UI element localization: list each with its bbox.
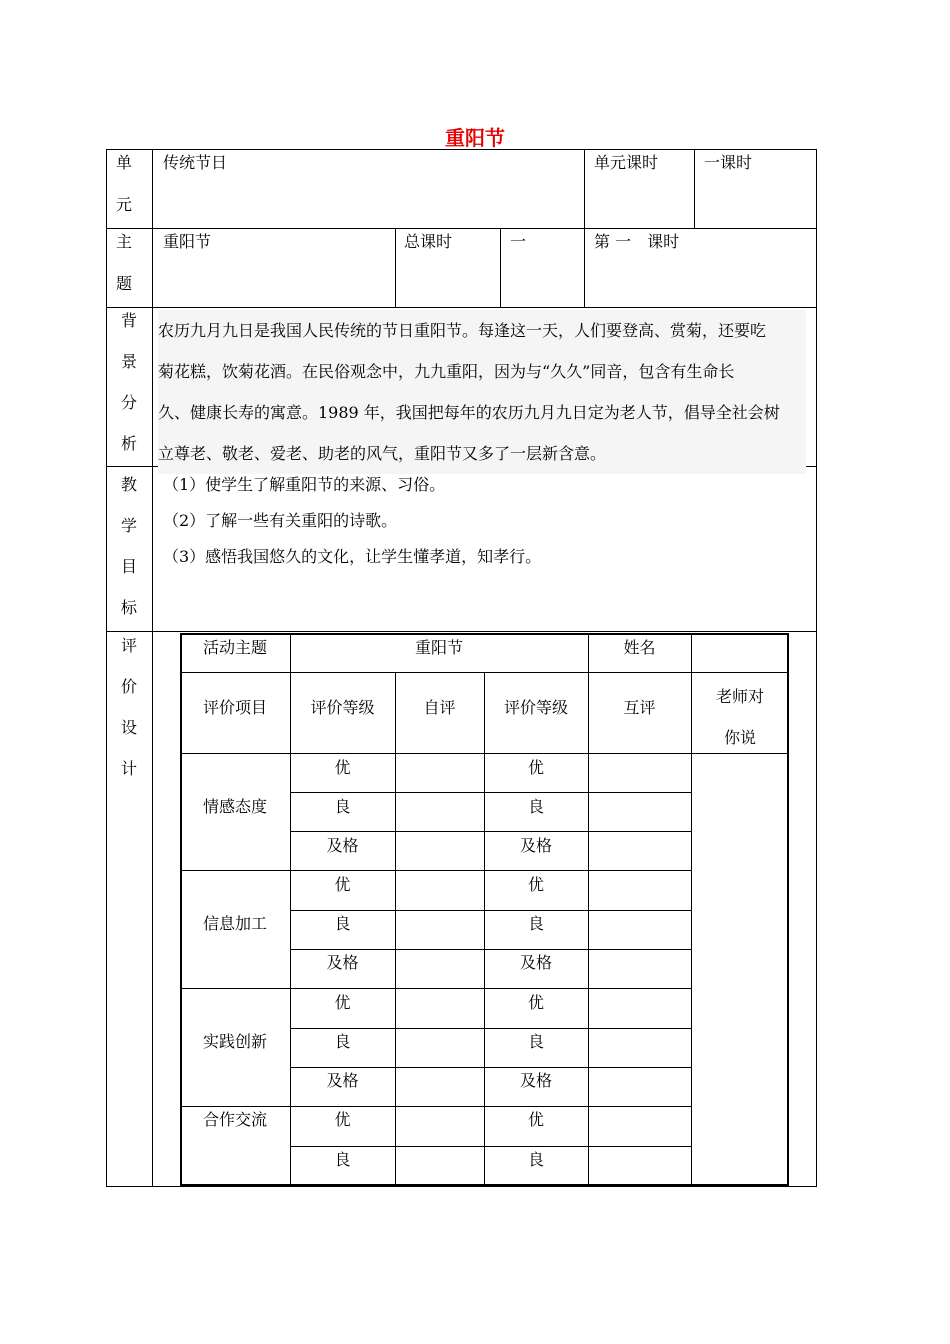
level-cell: 良 (527, 797, 544, 816)
goals-label: 教学目标 (120, 475, 137, 617)
level-cell: 及格 (326, 953, 359, 972)
name-field[interactable] (692, 635, 787, 671)
level-cell: 良 (334, 797, 351, 816)
level-cell: 良 (527, 1032, 544, 1051)
level-cell: 良 (334, 1150, 351, 1169)
background-line: 立尊老、敬老、爱老、助老的风气，重阳节又多了一层新含意。 (158, 444, 607, 463)
unit-hours-value: 一课时 (704, 153, 753, 172)
level-cell: 优 (527, 758, 544, 777)
level-cell: 优 (334, 993, 351, 1012)
header-item: 评价项目 (202, 698, 267, 717)
total-hours-value: 一 (510, 232, 527, 251)
level-cell: 及格 (519, 836, 552, 855)
unit-label: 单元 (115, 153, 132, 214)
goal-item: （3）感悟我国悠久的文化，让学生懂孝道，知孝行。 (163, 547, 542, 566)
activity-value: 重阳节 (414, 638, 463, 657)
evaluation-label: 评价设计 (120, 636, 137, 778)
background-line: 农历九月九日是我国人民传统的节日重阳节。每逢这一天，人们要登高、赏菊，还要吃 (158, 321, 767, 340)
activity-label: 活动主题 (202, 638, 267, 657)
page-title: 重阳节 (445, 126, 505, 150)
lesson-number: 第 一 课时 (594, 232, 680, 251)
level-cell: 及格 (326, 836, 359, 855)
level-cell: 优 (527, 875, 544, 894)
name-label: 姓名 (623, 638, 656, 657)
header-teacher-comment: 老师对你说 (715, 687, 764, 747)
level-cell: 优 (334, 875, 351, 894)
level-cell: 优 (527, 993, 544, 1012)
total-hours-label: 总课时 (404, 232, 453, 251)
header-peer-eval: 互评 (623, 698, 656, 717)
topic-value: 重阳节 (163, 232, 212, 251)
group-practice: 实践创新 (202, 1032, 267, 1051)
level-cell: 良 (334, 914, 351, 933)
level-cell: 及格 (326, 1071, 359, 1090)
group-emotion: 情感态度 (202, 797, 267, 816)
level-cell: 良 (334, 1032, 351, 1051)
group-information: 信息加工 (202, 914, 267, 933)
level-cell: 优 (334, 1110, 351, 1129)
level-cell: 优 (334, 758, 351, 777)
unit-value: 传统节日 (163, 153, 228, 172)
header-level: 评价等级 (310, 698, 375, 717)
goal-item: （1）使学生了解重阳节的来源、习俗。 (163, 475, 446, 494)
unit-hours-label: 单元课时 (594, 153, 659, 172)
header-level: 评价等级 (503, 698, 568, 717)
topic-label: 主题 (115, 232, 132, 293)
goal-item: （2）了解一些有关重阳的诗歌。 (163, 511, 398, 530)
level-cell: 良 (527, 914, 544, 933)
level-cell: 及格 (519, 1071, 552, 1090)
header-self-eval: 自评 (423, 698, 456, 717)
background-label: 背景分析 (120, 311, 137, 453)
level-cell: 及格 (519, 953, 552, 972)
background-line: 菊花糕，饮菊花酒。在民俗观念中，九九重阳，因为与“久久”同音，包含有生命长 (158, 362, 735, 381)
group-cooperation: 合作交流 (202, 1110, 267, 1129)
level-cell: 优 (527, 1110, 544, 1129)
level-cell: 良 (527, 1150, 544, 1169)
background-text (158, 310, 806, 474)
background-line: 久、健康长寿的寓意。1989 年，我国把每年的农历九月九日定为老人节，倡导全社会树 (158, 403, 780, 422)
